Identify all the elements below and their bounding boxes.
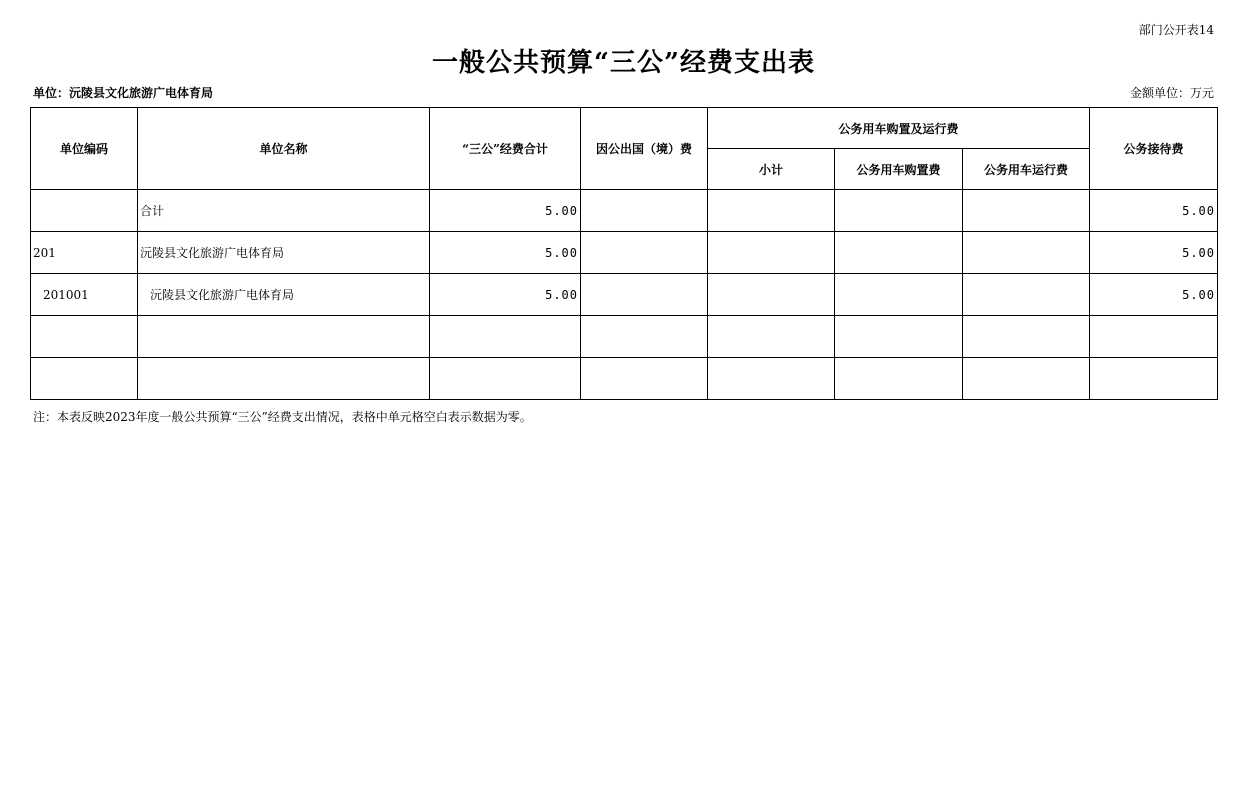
header-reception: 公务接待费 [1090, 108, 1218, 190]
cell-code: 201 [31, 232, 138, 274]
table-row [31, 274, 1218, 316]
footnote: 注：本表反映2023年度一般公共预算“三公”经费支出情况，表格中单元格空白表示数据为零。 [33, 410, 532, 424]
table-row [31, 316, 1218, 358]
cell-purchase [835, 190, 963, 232]
cell-reception: 5.00 [1090, 232, 1218, 274]
header-vehicle-operation: 公务用车运行费 [963, 149, 1090, 190]
cell-abroad [581, 316, 708, 358]
cell-reception [1090, 358, 1218, 400]
cell-subtotal [708, 274, 835, 316]
cell-subtotal [708, 232, 835, 274]
table-number: 部门公开表14 [1138, 23, 1214, 37]
cell-subtotal [708, 190, 835, 232]
cell-purchase [835, 316, 963, 358]
page-title: 一般公共预算“三公”经费支出表 [432, 48, 815, 78]
header-abroad: 因公出国（境）费 [581, 108, 708, 190]
header-code: 单位编码 [31, 108, 138, 190]
cell-reception: 5.00 [1090, 274, 1218, 316]
cell-total [430, 316, 581, 358]
cell-name [138, 358, 430, 400]
cell-subtotal [708, 316, 835, 358]
expense-table [30, 107, 1218, 400]
cell-total: 5.00 [430, 274, 581, 316]
table-row [31, 358, 1218, 400]
header-total: “三公”经费合计 [430, 108, 581, 190]
amount-unit-label: 金额单位：万元 [1129, 86, 1214, 100]
cell-reception [1090, 316, 1218, 358]
cell-total: 5.00 [430, 232, 581, 274]
cell-name: 沅陵县文化旅游广电体育局 [138, 232, 430, 274]
cell-operation [963, 358, 1090, 400]
cell-total: 5.00 [430, 190, 581, 232]
cell-abroad [581, 274, 708, 316]
cell-code [31, 190, 138, 232]
cell-name: 合计 [138, 190, 430, 232]
header-vehicle-group: 公务用车购置及运行费 [708, 108, 1090, 149]
cell-operation [963, 190, 1090, 232]
cell-name: 沅陵县文化旅游广电体育局 [138, 274, 430, 316]
table-row [31, 190, 1218, 232]
header-vehicle-purchase: 公务用车购置费 [835, 149, 963, 190]
table-row [31, 232, 1218, 274]
cell-abroad [581, 358, 708, 400]
header-subtotal: 小计 [708, 149, 835, 190]
cell-purchase [835, 232, 963, 274]
cell-purchase [835, 274, 963, 316]
cell-operation [963, 316, 1090, 358]
cell-code: 201001 [31, 274, 138, 316]
cell-total [430, 358, 581, 400]
header-name: 单位名称 [138, 108, 430, 190]
cell-purchase [835, 358, 963, 400]
cell-subtotal [708, 358, 835, 400]
cell-operation [963, 274, 1090, 316]
cell-name [138, 316, 430, 358]
unit-label: 单位：沅陵县文化旅游广电体育局 [33, 86, 214, 100]
cell-code [31, 316, 138, 358]
cell-reception: 5.00 [1090, 190, 1218, 232]
cell-abroad [581, 232, 708, 274]
cell-code [31, 358, 138, 400]
cell-operation [963, 232, 1090, 274]
cell-abroad [581, 190, 708, 232]
